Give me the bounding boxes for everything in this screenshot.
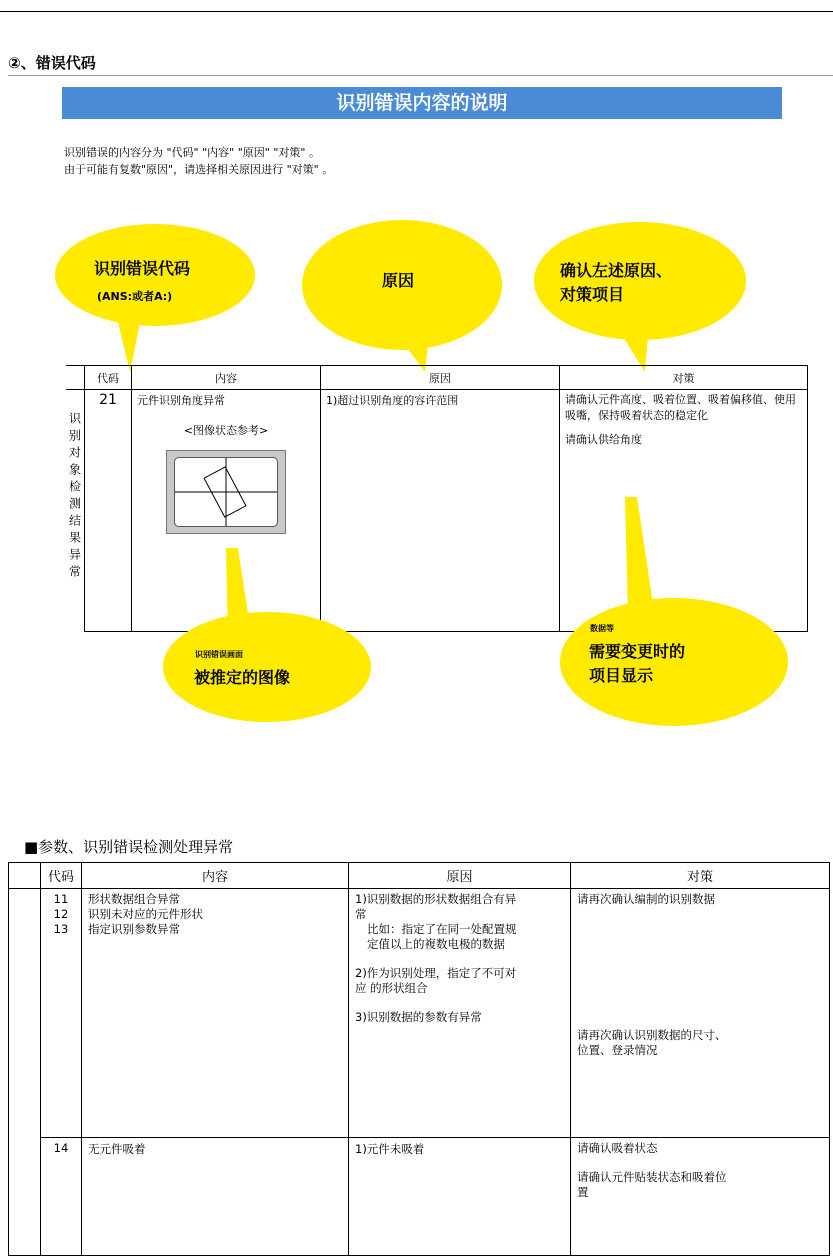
callout-confirm-line-2: 对策项目 — [560, 285, 625, 304]
table2-content-14: 无元件吸着 — [82, 1138, 349, 1256]
table2-content-13: 指定识别参数异常 — [88, 922, 180, 936]
table2-header-content: 内容 — [82, 863, 349, 889]
table2-action2-a: 请再次确认识别数据的尺寸、 — [577, 1028, 727, 1042]
table2-row2-actions — [571, 1138, 830, 1256]
section-title: ②、错误代码 — [8, 54, 96, 72]
callout-image-small: 识别错误画面 — [195, 650, 243, 659]
table1-side-label — [66, 390, 85, 632]
callout-data-line-2: 项目显示 — [589, 666, 654, 685]
table2-header-blank — [9, 863, 41, 889]
parameter-error-table — [8, 862, 830, 1256]
callout-confirm-line-1: 确认左述原因、 — [560, 261, 673, 280]
callout-image-title: 被推定的图像 — [194, 668, 291, 687]
callout-data-line-1: 需要变更时的 — [589, 642, 686, 661]
table2-cause2-b: 应 的形状组合 — [355, 981, 428, 995]
callout-code-title: 识别错误代码 — [94, 259, 191, 278]
table2-row2-action1: 请确认吸着状态 — [577, 1141, 658, 1155]
error-explanation-table — [66, 365, 808, 632]
parameter-error-heading: ■参数、识别错误检测处理异常 — [24, 838, 234, 856]
table-row — [9, 889, 830, 1138]
callout-data-text — [589, 640, 685, 688]
recognition-image-frame — [166, 450, 286, 534]
table2-cause2-a: 2)作为识别处理，指定了不可对 — [355, 966, 517, 980]
table2-row1-causes — [349, 889, 571, 1138]
table1-header-code: 代码 — [85, 366, 132, 390]
table1-action-1: 请确认元件高度、吸着位置、吸着偏移值、使用吸嘴，保持吸着状态的稳定化 — [565, 393, 796, 422]
table1-action-cell — [560, 390, 808, 632]
table-row — [66, 390, 808, 632]
table1-image-ref: <图像状态参考> — [183, 424, 269, 437]
table2-cause-14: 1)元件未吸着 — [349, 1138, 571, 1256]
table2-cause1-b: 常 — [355, 907, 367, 921]
table2-header-cause: 原因 — [349, 863, 571, 889]
table2-row1-contents — [82, 889, 349, 1138]
table2-cause1-example-b: 定值以上的複数电极的数据 — [367, 937, 505, 951]
table2-action1: 请再次确认编制的识别数据 — [577, 892, 715, 906]
table1-content-cell — [132, 390, 321, 632]
table2-header-row — [9, 863, 830, 889]
table2-content-12: 识别未对应的元件形状 — [88, 907, 203, 921]
table1-header-blank — [66, 366, 85, 390]
table2-row1-actions — [571, 889, 830, 1138]
table1-side-text: 识别对象检测结果异常 — [67, 412, 82, 582]
table-row — [9, 1138, 830, 1256]
table2-code-11: 11 — [53, 892, 69, 906]
table1-header-action: 对策 — [560, 366, 808, 390]
table2-header-code: 代码 — [41, 863, 82, 889]
rotated-component-icon — [175, 458, 277, 526]
recognition-image-screen — [174, 457, 278, 527]
callout-data-small: 数据等 — [590, 624, 614, 633]
table1-content: 元件识别角度异常 — [137, 394, 225, 407]
callout-cause-title: 原因 — [382, 271, 415, 290]
callout-confirm-text — [560, 259, 672, 307]
table1-header-content: 内容 — [132, 366, 321, 390]
table2-code-13: 13 — [53, 922, 69, 936]
intro-line-1: 识别错误的内容分为 "代码" "内容" "原因" "对策" 。 — [64, 146, 320, 159]
table2-code-14: 14 — [41, 1138, 82, 1256]
table2-header-action: 对策 — [571, 863, 830, 889]
intro-line-2: 由于可能有复数"原因"，请选择相关原因进行 "对策" 。 — [64, 163, 334, 176]
banner-title: 识别错误内容的说明 — [62, 87, 782, 119]
table2-row1-codes — [41, 889, 82, 1138]
table1-cause: 1)超过识别角度的容许范围 — [321, 390, 560, 632]
table2-content-11: 形状数据组合异常 — [88, 892, 180, 906]
table1-action-2: 请确认供给角度 — [565, 433, 642, 446]
table2-action2-b: 位置、登录情况 — [577, 1043, 658, 1057]
table2-row2-action2-a: 请确认元件贴装状态和吸着位 — [577, 1170, 727, 1184]
table2-cause1-example-a: 比如：指定了在同一处配置规 — [367, 922, 517, 936]
table2-row2-action2-b: 置 — [577, 1185, 589, 1199]
callout-code-sub: (ANS:或者A:) — [97, 290, 173, 303]
table1-code: 21 — [85, 390, 132, 632]
table2-cause3: 3)识别数据的参数有异常 — [355, 1010, 482, 1024]
table2-cause1-a: 1)识别数据的形状数据组合有异 — [355, 892, 517, 906]
table2-code-12: 12 — [53, 907, 69, 921]
table1-header-cause: 原因 — [321, 366, 560, 390]
table2-side-cell — [9, 889, 41, 1256]
table1-header-row — [66, 366, 808, 390]
